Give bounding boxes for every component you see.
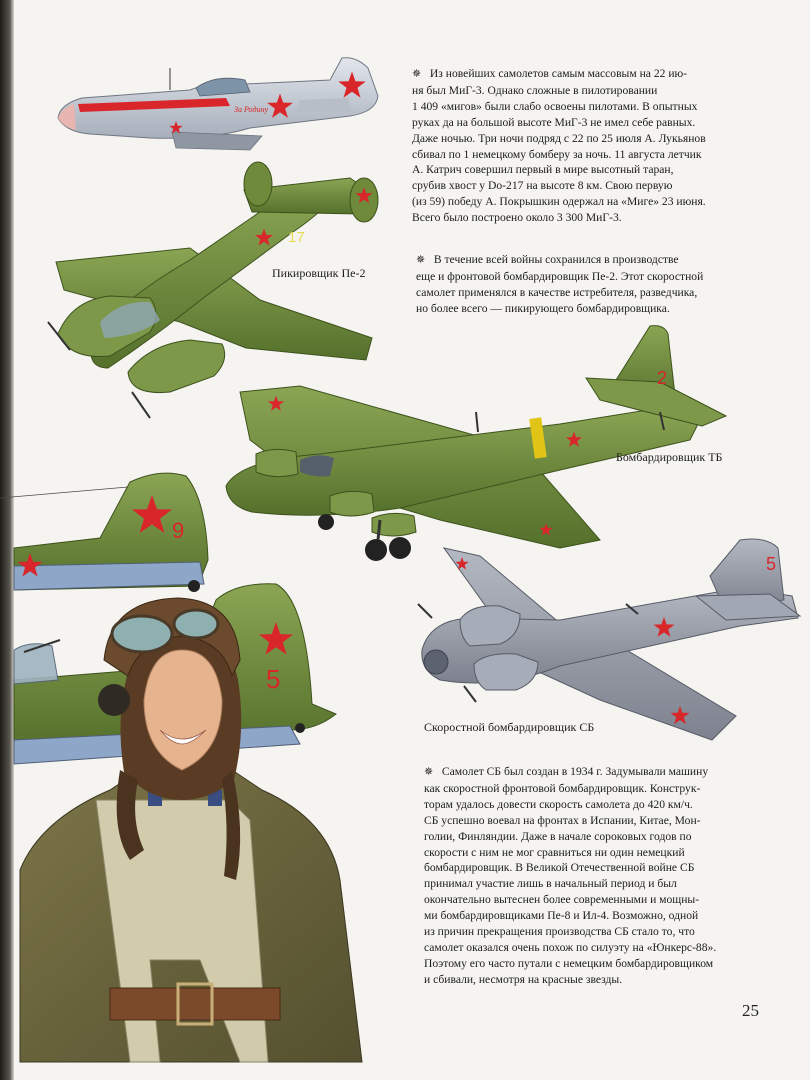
paragraph-mig3-line: А. Катрич совершил первый в мире высотный таран,	[412, 163, 674, 177]
paragraph-sb-line: принимал участие лишь в начальный период и был	[424, 877, 677, 891]
sb-number: 5	[766, 554, 777, 574]
paragraph-mig3-line: Всего было построено около 3 300 МиГ-3.	[412, 211, 622, 225]
paragraph-sb-line: торам удалось довести скорость самолета до 420 км/ч.	[424, 797, 693, 811]
paragraph-sb-line: и сбивали, несмотря на красные звезды.	[424, 972, 623, 986]
paragraph-mig3	[412, 66, 774, 226]
paragraph-sb-line: скорости с ним не мог сравниться ни один немецкий	[424, 845, 685, 859]
paragraph-pe2-line: но более всего — пикирующего бомбардировщика.	[416, 301, 670, 315]
caption-tb: Бомбардировщик ТБ	[616, 450, 723, 464]
paragraph-sb-line: ми бомбардировщиками Пе-8 и Ил-4. Возможно, одной	[424, 909, 699, 923]
pe2-illustration	[48, 162, 378, 418]
paragraph-mig3-line: Из новейших самолетов самым массовым на 22 ию-	[429, 67, 688, 80]
page-number: 25	[742, 1001, 759, 1020]
paragraph-sb-line: Самолет СБ был создан в 1934 г. Задумывали машину	[441, 765, 709, 778]
caption-pe2: Пикировщик Пе-2	[272, 266, 366, 280]
paragraph-mig3-line: сбивал по 1 немецкому бомберу за ночь. 11 августа летчик	[412, 147, 702, 161]
paragraph-sb-line: голии, Финляндии. Даже в начале сороковых годов по	[424, 829, 692, 843]
paragraph-pe2-line: еще и фронтовой бомбардировщик Пе-2. Этот скоростной	[416, 269, 704, 283]
paragraph-mig3-line: срубив хвост у Do-217 на высоте 8 км. Свою первую	[412, 179, 673, 193]
paragraph-sb-line: из причин прекращения производства СБ стало то, что	[424, 925, 695, 939]
paragraph-pe2	[416, 252, 776, 317]
caption-sb: Скоростной бомбардировщик СБ	[424, 720, 595, 734]
paragraph-mig3-line: Даже ночью. Три ночи подряд с 22 по 25 июля А. Лукьянов	[412, 131, 706, 145]
paragraph-sb-line: как скоростной фронтовой бомбардировщик. Конструк-	[424, 781, 701, 795]
paragraph-sb-line: бомбардировщик. В Великой Отечественной войне СБ	[424, 861, 695, 875]
paragraph-pe2-line: самолет применялся в качестве истребителя, разведчика,	[416, 285, 698, 299]
mig3-illustration	[58, 58, 378, 150]
paragraph-sb-line: Поэтому его часто путали с немецким бомбардировщиком	[424, 956, 714, 970]
pe2-number: 17	[288, 229, 305, 246]
paragraph-mig3-line: ня был МиГ-3. Однако сложные в пилотировании	[412, 83, 658, 97]
sb-illustration	[418, 539, 800, 740]
fighter-number: 9	[172, 518, 185, 543]
mig-slogan: За Родину	[234, 105, 269, 114]
paragraph-sb-line: окончательно вытеснен более современными и мощны-	[424, 893, 700, 907]
paragraph-mig3-line: 1 409 «мигов» были слабо освоены пилотами. В опытных	[412, 99, 698, 113]
bullet-icon: ✵	[412, 68, 422, 80]
paragraph-pe2-line: В течение всей войны сохранился в производстве	[433, 253, 679, 266]
fighter2-number: 5	[266, 664, 281, 694]
pilot-portrait	[20, 598, 362, 1062]
paragraph-sb	[424, 764, 782, 988]
paragraph-mig3-line: руках да на большой высоте МиГ-3 не имел себе равных.	[412, 115, 696, 129]
bullet-icon: ✵	[424, 766, 434, 778]
paragraph-sb-line: СБ успешно воевал на фронтах в Испании, Китае, Мон-	[424, 813, 701, 827]
fighter-tail-illustration	[0, 473, 208, 592]
tb-illustration	[226, 326, 726, 561]
tb-number: 2	[657, 368, 668, 388]
paragraph-sb-line: самолет оказался очень похож по силуэту на «Юнкерс-88».	[424, 940, 717, 954]
paragraph-mig3-line: (из 59) победу А. Покрышкин одержал на «Миге» 23 июня.	[412, 195, 706, 209]
bullet-icon: ✵	[416, 254, 426, 266]
